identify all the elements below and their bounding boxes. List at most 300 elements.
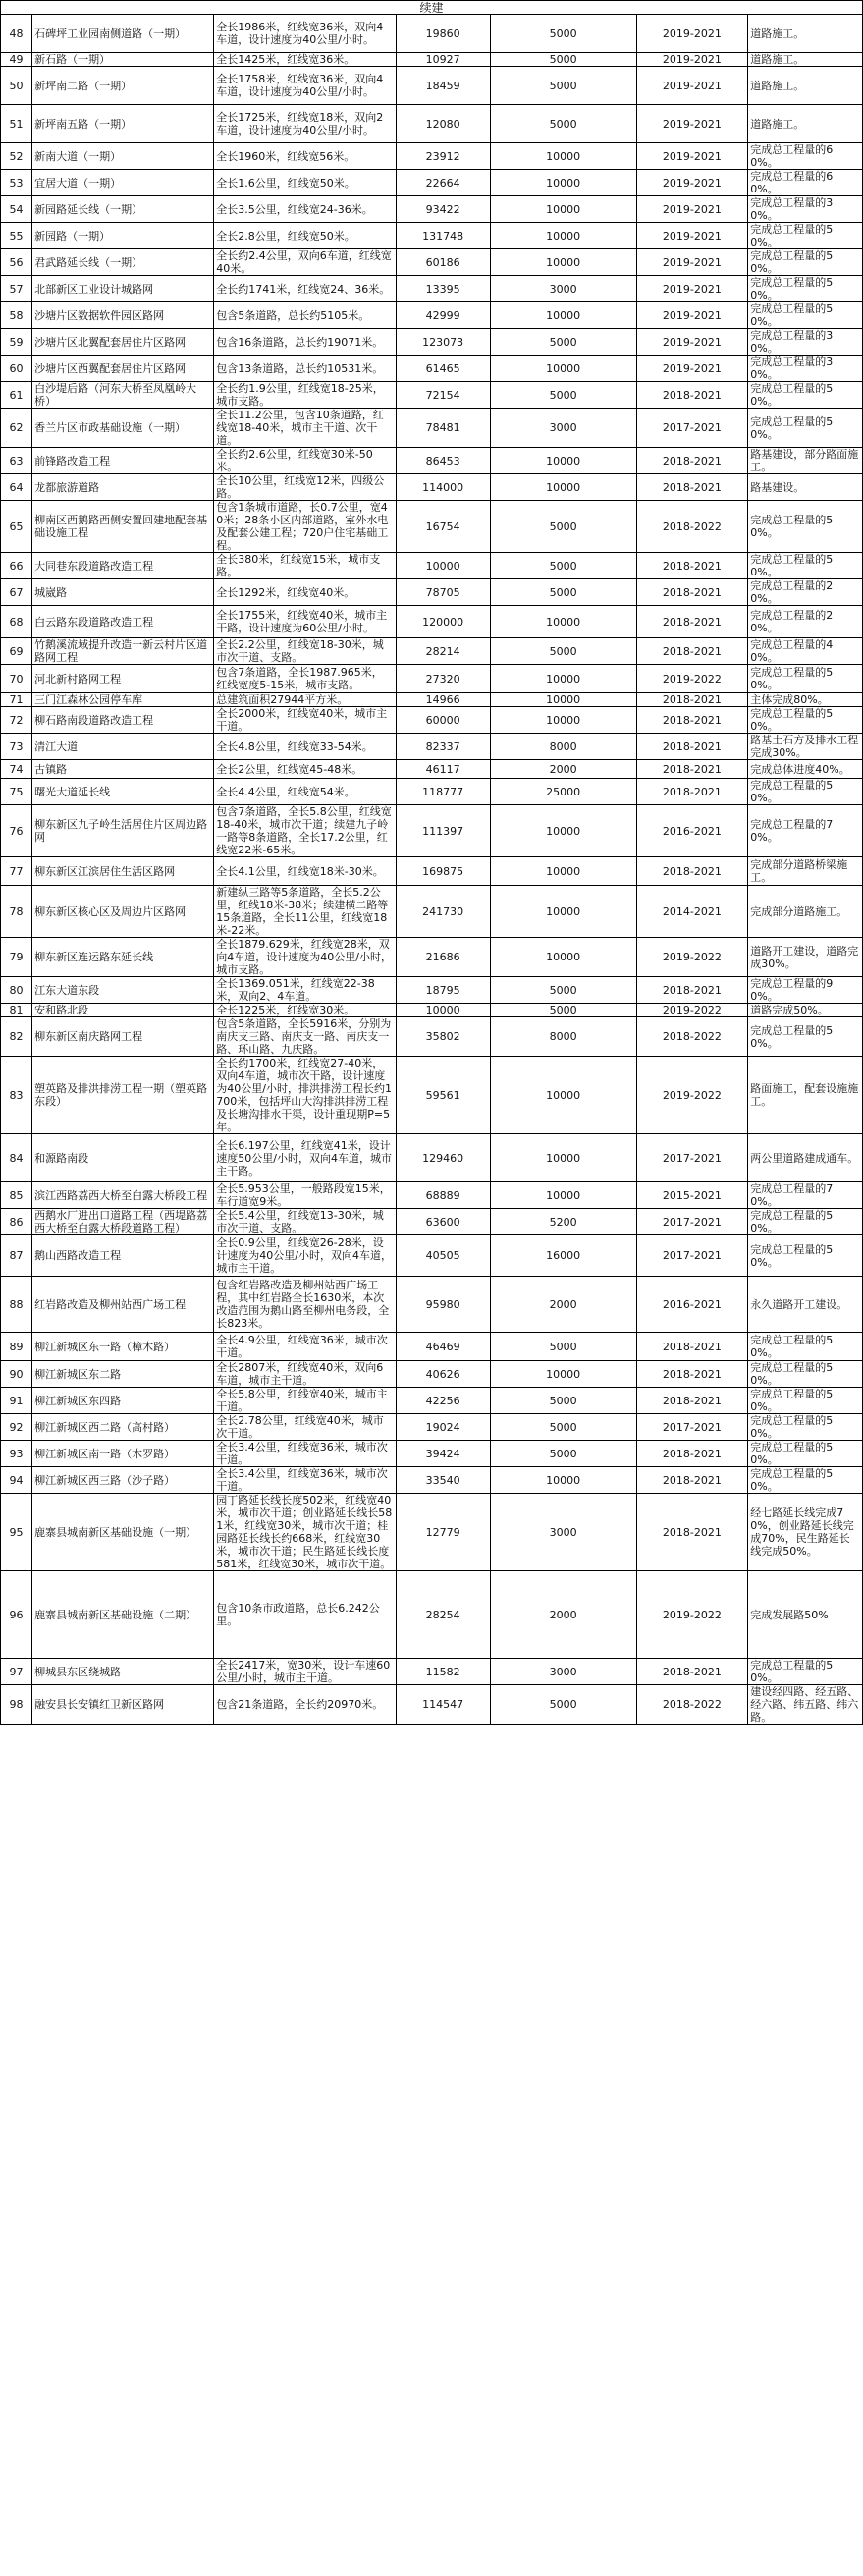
total-investment: 18459 [396,67,490,105]
planned-investment: 5000 [490,1414,636,1441]
total-investment: 21686 [396,938,490,977]
construction-period: 2018-2021 [636,760,748,779]
project-name: 大同巷东段道路改造工程 [32,553,214,579]
table-row [1,1057,863,1134]
planned-investment: 25000 [490,779,636,805]
project-scale: 园丁路延长线长度502米，红线宽40米，城市次干道；创业路延长线长581米，红线宽30米，城市次干道；桂园路延长线长约668米，红线宽30米，城市次干道；民生路延长线长度581米，红线宽30米，城市次干道。 [214,1494,396,1571]
construction-period: 2018-2021 [636,857,748,886]
target-progress: 完成总工程量的30%。 [748,196,863,223]
planned-investment: 3000 [490,1494,636,1571]
row-number: 49 [1,53,32,67]
project-name: 安和路北段 [32,1004,214,1017]
table-row [1,302,863,329]
project-scale: 全长1758米，红线宽36米，双向4车道，设计速度为40公里/小时。 [214,67,396,105]
planned-investment: 10000 [490,448,636,474]
table-row [1,53,863,67]
project-name: 柳东新区九子岭生活居住片区周边路网 [32,805,214,857]
table-row [1,857,863,886]
target-progress: 完成总工程量的50%。 [748,276,863,302]
project-scale: 全长约2.6公里，红线宽30米-50米。 [214,448,396,474]
row-number: 89 [1,1333,32,1361]
total-investment: 111397 [396,805,490,857]
target-progress: 完成总工程量的50%。 [748,302,863,329]
total-investment: 95980 [396,1277,490,1333]
planned-investment: 3000 [490,409,636,448]
row-number: 84 [1,1134,32,1182]
row-number: 72 [1,707,32,734]
total-investment: 42999 [396,302,490,329]
table-row [1,1235,863,1277]
row-number: 53 [1,170,32,196]
project-scale: 全长2000米，红线宽40米，城市主干道。 [214,707,396,734]
target-progress: 完成总工程量的50%。 [748,707,863,734]
project-scale: 全长1725米，红线宽18米，双向2车道，设计速度为40公里/小时。 [214,105,396,143]
row-number: 83 [1,1057,32,1134]
planned-investment: 10000 [490,938,636,977]
construction-period: 2018-2021 [636,474,748,501]
total-investment: 16754 [396,501,490,553]
project-name: 君武路延长线（一期） [32,249,214,276]
row-number: 52 [1,143,32,170]
total-investment: 40626 [396,1361,490,1388]
table-row [1,67,863,105]
project-name: 沙塘片区西翼配套居住片区路网 [32,356,214,382]
table-row [1,638,863,665]
project-name: 龙都旅游道路 [32,474,214,501]
planned-investment: 5000 [490,501,636,553]
table-row [1,1361,863,1388]
project-name: 新园路（一期） [32,223,214,249]
construction-period: 2018-2021 [636,606,748,638]
planned-investment: 5000 [490,579,636,606]
row-number: 59 [1,329,32,356]
row-number: 81 [1,1004,32,1017]
construction-period: 2018-2021 [636,1441,748,1467]
table-row [1,1388,863,1414]
project-scale: 全长2公里，红线宽45-48米。 [214,760,396,779]
planned-investment: 10000 [490,857,636,886]
table-row [1,356,863,382]
project-name: 江东大道东段 [32,977,214,1004]
project-scale: 全长约1.9公里，红线宽18-25米，城市支路。 [214,382,396,409]
planned-investment: 5000 [490,15,636,53]
project-scale: 包含10条市政道路，总长6.242公里。 [214,1571,396,1659]
project-name: 滨江西路荔西大桥至白露大桥段工程 [32,1182,214,1209]
total-investment: 86453 [396,448,490,474]
construction-period: 2014-2021 [636,886,748,938]
row-number: 97 [1,1659,32,1685]
construction-period: 2018-2021 [636,638,748,665]
project-name: 塑英路及排洪排涝工程一期（塑英路东段） [32,1057,214,1134]
project-name: 河北新村路网工程 [32,665,214,693]
planned-investment: 10000 [490,474,636,501]
construction-period: 2019-2021 [636,67,748,105]
planned-investment: 2000 [490,1277,636,1333]
total-investment: 27320 [396,665,490,693]
target-progress: 完成总工程量的60%。 [748,170,863,196]
row-number: 68 [1,606,32,638]
construction-period: 2017-2021 [636,409,748,448]
total-investment: 10927 [396,53,490,67]
target-progress: 完成总工程量的70%。 [748,1182,863,1209]
project-table [0,14,863,1725]
project-name: 柳江新城区东二路 [32,1361,214,1388]
total-investment: 72154 [396,382,490,409]
row-number: 82 [1,1017,32,1057]
project-name: 古镇路 [32,760,214,779]
planned-investment: 2000 [490,760,636,779]
construction-period: 2017-2021 [636,1209,748,1235]
target-progress: 道路施工。 [748,105,863,143]
construction-period: 2018-2021 [636,448,748,474]
planned-investment: 5000 [490,67,636,105]
planned-investment: 10000 [490,302,636,329]
project-scale: 全长约1741米，红线宽24、36米。 [214,276,396,302]
table-row [1,1685,863,1725]
project-name: 新石路（一期） [32,53,214,67]
table-row [1,143,863,170]
construction-period: 2019-2021 [636,143,748,170]
total-investment: 61465 [396,356,490,382]
row-number: 48 [1,15,32,53]
total-investment: 131748 [396,223,490,249]
project-name: 柳城县东区绕城路 [32,1659,214,1685]
planned-investment: 5000 [490,53,636,67]
table-row [1,1134,863,1182]
target-progress: 完成总工程量的70%。 [748,805,863,857]
target-progress: 完成部分道路施工。 [748,886,863,938]
planned-investment: 8000 [490,1017,636,1057]
target-progress: 完成总工程量的50%。 [748,1209,863,1235]
row-number: 55 [1,223,32,249]
target-progress: 完成总工程量的50%。 [748,1361,863,1388]
project-scale: 全长380米，红线宽15米，城市支路。 [214,553,396,579]
target-progress: 道路施工。 [748,67,863,105]
total-investment: 23912 [396,143,490,170]
construction-period: 2019-2021 [636,329,748,356]
row-number: 90 [1,1361,32,1388]
project-name: 白沙堤后路（河东大桥至凤凰岭大桥） [32,382,214,409]
construction-period: 2018-2021 [636,1467,748,1494]
construction-period: 2019-2022 [636,1571,748,1659]
table-row [1,1333,863,1361]
project-scale: 包含5条道路，全长5916米，分别为南庆支三路、南庆支一路、南庆支一路、环山路、九庆路。 [214,1017,396,1057]
construction-period: 2018-2021 [636,1388,748,1414]
planned-investment: 10000 [490,1467,636,1494]
construction-period: 2018-2021 [636,779,748,805]
planned-investment: 10000 [490,886,636,938]
project-scale: 全长1.6公里，红线宽50米。 [214,170,396,196]
project-name: 城崴路 [32,579,214,606]
total-investment: 46469 [396,1333,490,1361]
row-number: 75 [1,779,32,805]
construction-period: 2017-2021 [636,1134,748,1182]
project-scale: 全长1755米，红线宽40米，城市主干路，设计速度为60公里/小时。 [214,606,396,638]
project-name: 柳东新区连运路东延长线 [32,938,214,977]
construction-period: 2018-2021 [636,1659,748,1685]
row-number: 80 [1,977,32,1004]
project-name: 融安县长安镇红卫新区路网 [32,1685,214,1725]
construction-period: 2019-2021 [636,223,748,249]
construction-period: 2018-2021 [636,579,748,606]
project-name: 柳江新城区东一路（樟木路） [32,1333,214,1361]
row-number: 79 [1,938,32,977]
project-name: 柳东新区江滨居住生活区路网 [32,857,214,886]
row-number: 88 [1,1277,32,1333]
project-scale: 全长5.4公里，红线宽13-30米，城市次干道、支路。 [214,1209,396,1235]
project-scale: 全长1986米，红线宽36米，双向4车道，设计速度为40公里/小时。 [214,15,396,53]
row-number: 70 [1,665,32,693]
project-name: 香兰片区市政基础设施（一期） [32,409,214,448]
target-progress: 建设经四路、经五路、经六路、纬五路、纬六路。 [748,1685,863,1725]
construction-period: 2018-2021 [636,1333,748,1361]
project-scale: 全长0.9公里，红线宽26-28米，设计速度为40公里/小时，双向4车道，城市主干道。 [214,1235,396,1277]
target-progress: 完成总工程量的50%。 [748,1388,863,1414]
planned-investment: 8000 [490,734,636,760]
planned-investment: 5000 [490,1441,636,1467]
planned-investment: 10000 [490,356,636,382]
planned-investment: 10000 [490,707,636,734]
total-investment: 40505 [396,1235,490,1277]
row-number: 63 [1,448,32,474]
total-investment: 14966 [396,693,490,707]
table-row [1,170,863,196]
row-number: 86 [1,1209,32,1235]
project-name: 前锋路改造工程 [32,448,214,474]
project-scale: 全长3.5公里，红线宽24-36米。 [214,196,396,223]
total-investment: 59561 [396,1057,490,1134]
total-investment: 28214 [396,638,490,665]
planned-investment: 3000 [490,276,636,302]
row-number: 92 [1,1414,32,1441]
table-row [1,448,863,474]
table-row [1,501,863,553]
target-progress: 完成部分道路桥梁施工。 [748,857,863,886]
planned-investment: 10000 [490,249,636,276]
project-name: 柳江新城区南一路（木罗路） [32,1441,214,1467]
table-row [1,665,863,693]
target-progress: 路面施工，配套设施施工。 [748,1057,863,1134]
construction-period: 2018-2021 [636,977,748,1004]
table-row [1,553,863,579]
table-row [1,606,863,638]
target-progress: 路基建设。 [748,474,863,501]
target-progress: 完成总工程量的50%。 [748,249,863,276]
row-number: 51 [1,105,32,143]
target-progress: 路基建设，部分路面施工。 [748,448,863,474]
construction-period: 2019-2022 [636,1004,748,1017]
project-name: 白云路东段道路改造工程 [32,606,214,638]
project-scale: 全长4.4公里，红线宽54米。 [214,779,396,805]
planned-investment: 5000 [490,553,636,579]
project-name: 鹿寨县城南新区基础设施（二期） [32,1571,214,1659]
project-name: 新南大道（一期） [32,143,214,170]
project-scale: 全长1225米，红线宽30米。 [214,1004,396,1017]
planned-investment: 5200 [490,1209,636,1235]
target-progress: 完成总工程量的50%。 [748,409,863,448]
project-scale: 全长1292米，红线宽40米。 [214,579,396,606]
construction-period: 2016-2021 [636,1277,748,1333]
row-number: 74 [1,760,32,779]
total-investment: 35802 [396,1017,490,1057]
target-progress: 完成发展路50% [748,1571,863,1659]
project-scale: 包含13条道路，总长约10531米。 [214,356,396,382]
project-scale: 全长1425米，红线宽36米。 [214,53,396,67]
target-progress: 完成总工程量的50%。 [748,779,863,805]
total-investment: 114000 [396,474,490,501]
target-progress: 完成总工程量的50%。 [748,553,863,579]
row-number: 98 [1,1685,32,1725]
table-row [1,1467,863,1494]
project-scale: 包含7条道路，全长1987.965米，红线宽度5-15米，城市支路。 [214,665,396,693]
table-row [1,1494,863,1571]
project-scale: 全长约1700米，红线宽27-40米，双向4车道，城市次干路，设计速度为40公里/小时，排洪排涝工程长约1700米，包括坪山大沟排洪排涝工程及长塘沟排水干渠，设计重现期P=5年。 [214,1057,396,1134]
total-investment: 12080 [396,105,490,143]
total-investment: 68889 [396,1182,490,1209]
target-progress: 道路施工。 [748,53,863,67]
total-investment: 46117 [396,760,490,779]
project-scale: 全长2807米，红线宽40米，双向6车道，城市主干道。 [214,1361,396,1388]
planned-investment: 10000 [490,170,636,196]
row-number: 93 [1,1441,32,1467]
project-scale: 包含21条道路，全长约20970米。 [214,1685,396,1725]
project-scale: 全长2.78公里，红线宽40米，城市次干道。 [214,1414,396,1441]
target-progress: 完成总工程量的50%。 [748,223,863,249]
table-row [1,1277,863,1333]
project-name: 西鹅水厂进出口道路工程（西堤路荔西大桥至白露大桥段道路工程） [32,1209,214,1235]
total-investment: 63600 [396,1209,490,1235]
table-row [1,1209,863,1235]
project-scale: 全长1879.629米，红线宽28米，双向4车道，设计速度为40公里/小时，城市支路。 [214,938,396,977]
row-number: 64 [1,474,32,501]
construction-period: 2019-2021 [636,249,748,276]
planned-investment: 10000 [490,665,636,693]
row-number: 60 [1,356,32,382]
planned-investment: 10000 [490,805,636,857]
row-number: 58 [1,302,32,329]
row-number: 66 [1,553,32,579]
project-scale: 全长4.1公里，红线宽18米-30米。 [214,857,396,886]
target-progress: 完成总工程量的50%。 [748,382,863,409]
table-row [1,1571,863,1659]
project-scale: 全长2.2公里，红线宽18-30米，城市次干道、支路。 [214,638,396,665]
target-progress: 完成总工程量的30%。 [748,329,863,356]
project-scale: 全长11.2公里，包含10条道路，红线宽18-40米，城市主干道、次干道。 [214,409,396,448]
row-number: 96 [1,1571,32,1659]
table-row [1,1659,863,1685]
table-row [1,693,863,707]
construction-period: 2016-2021 [636,805,748,857]
target-progress: 完成总工程量的50%。 [748,501,863,553]
planned-investment: 10000 [490,223,636,249]
target-progress: 完成总工程量的50%。 [748,1414,863,1441]
target-progress: 完成总工程量的90%。 [748,977,863,1004]
project-name: 沙塘片区数据软件园区路网 [32,302,214,329]
target-progress: 完成总工程量的40%。 [748,638,863,665]
project-scale: 包含5条道路，总长约5105米。 [214,302,396,329]
table-row [1,105,863,143]
construction-period: 2019-2021 [636,196,748,223]
total-investment: 60186 [396,249,490,276]
target-progress: 完成总工程量的50%。 [748,1467,863,1494]
row-number: 54 [1,196,32,223]
table-row [1,779,863,805]
project-name: 清江大道 [32,734,214,760]
project-name: 宜居大道（一期） [32,170,214,196]
table-row [1,276,863,302]
table-row [1,1414,863,1441]
project-name: 鹿寨县城南新区基础设施（一期） [32,1494,214,1571]
table-row [1,977,863,1004]
project-name: 柳江新城区东四路 [32,1388,214,1414]
construction-period: 2018-2021 [636,382,748,409]
construction-period: 2018-2021 [636,1494,748,1571]
row-number: 50 [1,67,32,105]
project-name: 柳东新区南庆路网工程 [32,1017,214,1057]
target-progress: 完成总工程量的50%。 [748,1017,863,1057]
total-investment: 60000 [396,707,490,734]
row-number: 56 [1,249,32,276]
target-progress: 完成总工程量的50%。 [748,1441,863,1467]
target-progress: 完成总工程量的20%。 [748,579,863,606]
project-name: 新园路延长线（一期） [32,196,214,223]
table-body [1,15,863,1725]
construction-period: 2018-2022 [636,1017,748,1057]
table-row [1,760,863,779]
total-investment: 129460 [396,1134,490,1182]
construction-period: 2019-2021 [636,15,748,53]
project-name: 柳石路南段道路改造工程 [32,707,214,734]
project-name: 竹鹅溪流域提升改造一新云村片区道路网工程 [32,638,214,665]
planned-investment: 10000 [490,1361,636,1388]
project-scale: 全长1369.051米，红线宽22-38米，双向2、4车道。 [214,977,396,1004]
project-name: 柳南区西鹅路西侧安置回建地配套基础设施工程 [32,501,214,553]
total-investment: 118777 [396,779,490,805]
table-row [1,579,863,606]
planned-investment: 5000 [490,1388,636,1414]
total-investment: 78705 [396,579,490,606]
construction-period: 2019-2022 [636,1057,748,1134]
total-investment: 22664 [396,170,490,196]
construction-period: 2018-2022 [636,501,748,553]
total-investment: 33540 [396,1467,490,1494]
row-number: 67 [1,579,32,606]
total-investment: 120000 [396,606,490,638]
table-row [1,1182,863,1209]
table-row [1,249,863,276]
project-scale: 包含16条道路，总长约19071米。 [214,329,396,356]
table-row [1,15,863,53]
project-name: 曙光大道延长线 [32,779,214,805]
project-scale: 全长5.8公里，红线宽40米，城市主干道。 [214,1388,396,1414]
planned-investment: 10000 [490,1182,636,1209]
project-name: 石碑坪工业园南侧道路（一期） [32,15,214,53]
construction-period: 2019-2021 [636,276,748,302]
total-investment: 10000 [396,1004,490,1017]
project-scale: 包含红岩路改造及柳州站西广场工程，其中红岩路全长1630米，本次改造范围为鹅山路至柳州电务段，全长823米。 [214,1277,396,1333]
planned-investment: 5000 [490,105,636,143]
construction-period: 2015-2021 [636,1182,748,1209]
planned-investment: 5000 [490,382,636,409]
target-progress: 完成总工程量的60%。 [748,143,863,170]
project-name: 新坪南五路（一期） [32,105,214,143]
target-progress: 道路施工。 [748,15,863,53]
planned-investment: 10000 [490,143,636,170]
row-number: 87 [1,1235,32,1277]
row-number: 73 [1,734,32,760]
total-investment: 241730 [396,886,490,938]
planned-investment: 2000 [490,1571,636,1659]
